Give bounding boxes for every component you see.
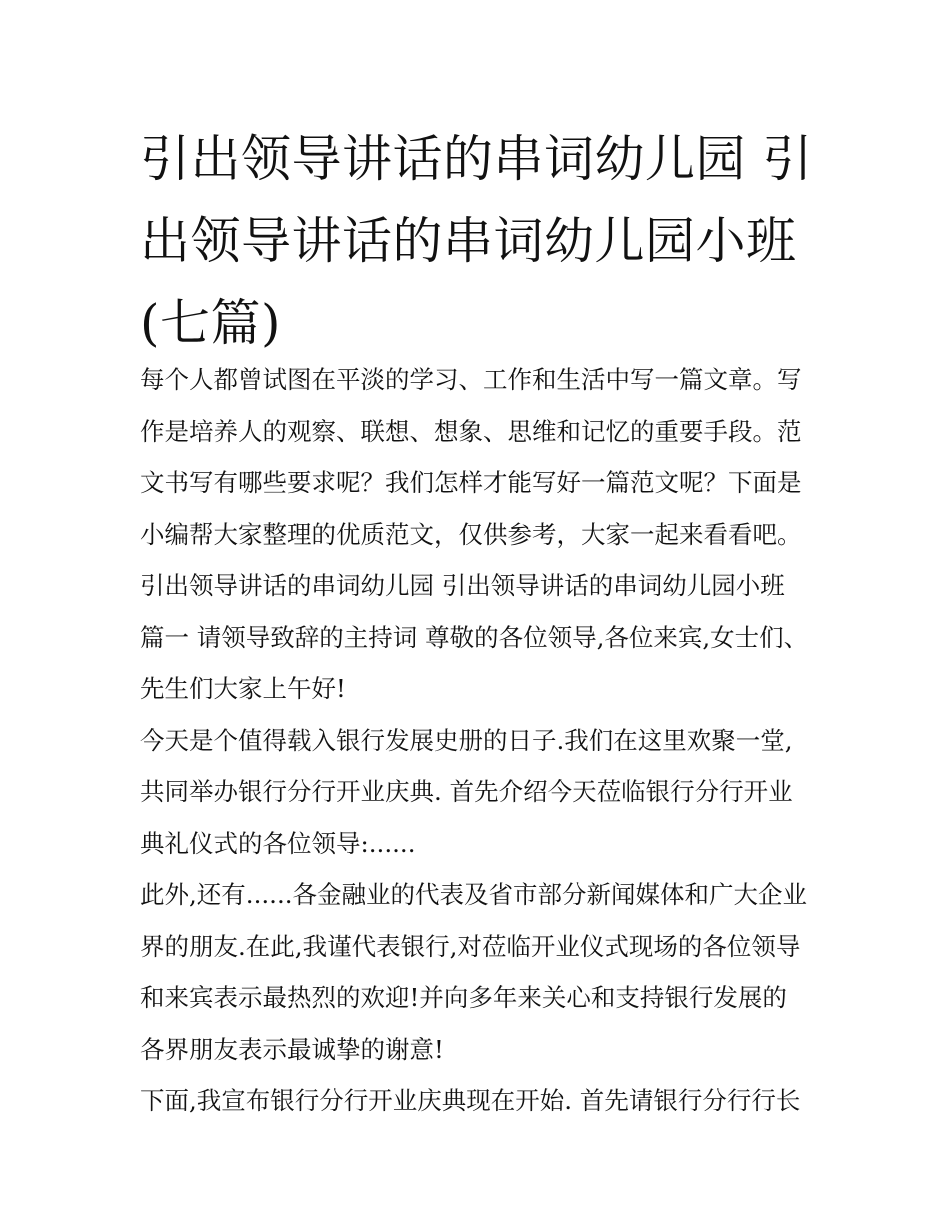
body-line: 下面,我宣布银行分行开业庆典现在开始. 首先请银行分行行长 [140,1086,801,1115]
body-line: 典礼仪式的各位领导:...... [140,828,416,858]
body-line: 和来宾表示最热烈的欢迎!并向多年来关心和支持银行发展的 [140,983,787,1012]
body-line: 文书写有哪些要求呢？我们怎样才能写好一篇范文呢？下面是 [140,468,802,497]
body-line: 今天是个值得载入银行发展史册的日子.我们在这里欢聚一堂, [140,725,793,755]
body-line: 小编帮大家整理的优质范文，仅供参考，大家一起来看看吧。 [140,519,802,549]
title-line: 引出领导讲话的串词幼儿园 引 [140,130,813,188]
body-line: 各界朋友表示最诚挚的谢意! [140,1034,444,1064]
body-line: 作是培养人的观察、联想、想象、思维和记忆的重要手段。范 [140,416,802,446]
body-line: 引出领导讲话的串词幼儿园 引出领导讲话的串词幼儿园小班 [140,571,785,600]
body-line: 界的朋友.在此,我谨代表银行,对莅临开业仪式现场的各位领导 [140,931,801,961]
document-title [140,118,820,364]
title-line: 出领导讲话的串词幼儿园小班 [140,212,797,270]
document-body [140,354,820,1127]
body-line: 共同举办银行分行开业庆典. 首先介绍今天莅临银行分行开业 [140,777,793,806]
title-line: (七篇) [140,294,282,352]
body-line: 先生们大家上午好! [140,674,346,703]
body-line: 篇一 请领导致辞的主持词 尊敬的各位领导,各位来宾,女士们、 [140,622,809,652]
body-line: 此外,还有......各金融业的代表及省市部分新闻媒体和广大企业 [140,880,808,909]
body-line: 每个人都曾试图在平淡的学习、工作和生活中写一篇文章。写 [140,365,802,394]
